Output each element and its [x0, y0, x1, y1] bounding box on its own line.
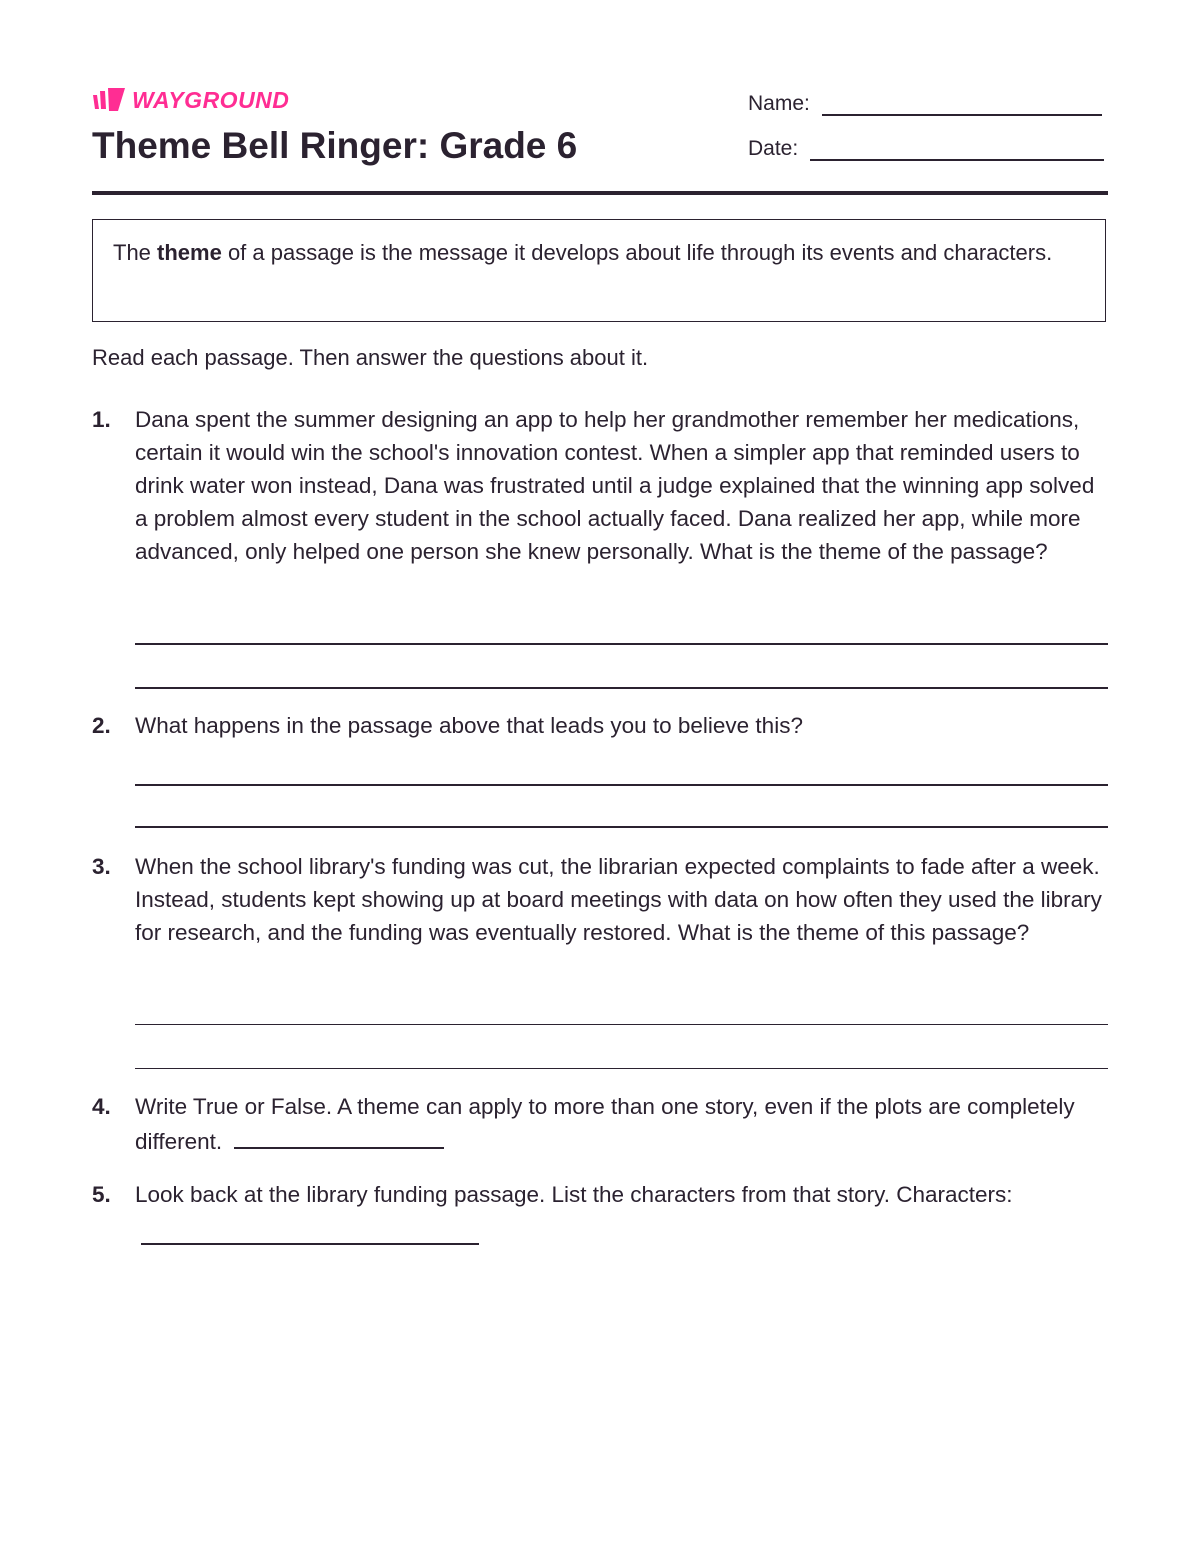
name-label: Name:: [748, 92, 810, 115]
answer-line-1a[interactable]: [135, 643, 1108, 645]
question-text: Write True or False. A theme can apply to more than one story, even if the plots are completely different.: [135, 1094, 1075, 1154]
answer-line-2a[interactable]: [135, 784, 1108, 786]
true-false-answer-line[interactable]: [234, 1123, 444, 1149]
instructions: Read each passage. Then answer the questions about it.: [92, 345, 649, 370]
header-divider: [92, 191, 1108, 195]
brand-logo: [92, 86, 289, 114]
brand-name: WAYGROUND: [132, 86, 290, 113]
date-field: [748, 133, 1104, 161]
question-text: Look back at the library funding passage. List the characters from that story. Characters:: [135, 1182, 1013, 1207]
characters-answer-line[interactable]: [141, 1243, 479, 1245]
date-input-line[interactable]: [810, 133, 1104, 161]
definition-prefix: The: [113, 240, 158, 265]
date-label: Date:: [748, 137, 799, 160]
worksheet-page: [92, 0, 1108, 1552]
answer-line-3a[interactable]: [135, 1024, 1108, 1025]
answer-line-1b[interactable]: [135, 687, 1108, 689]
question-number: 2.: [92, 713, 111, 738]
question-text-wrap: [135, 1090, 1108, 1158]
definition-text: of a passage is the message it develops about life through its events and characters.: [221, 240, 1053, 265]
answer-line-3b[interactable]: [135, 1068, 1108, 1069]
question-number: 1.: [92, 407, 111, 432]
wayground-logo-icon: [92, 87, 126, 113]
theme-definition-box: [92, 219, 1106, 322]
question-text: Dana spent the summer designing an app to help her grandmother remember her medications, certain it would win the school's innovation contest. When a simpler app that reminded users to drink water won instead, Dana was frustrated until a judge explained that the winning app solved a problem almost every student in the school actually faced. Dana realized her app, while more advanced, only helped one person she knew personally. What is the theme of the passage?: [135, 407, 1095, 564]
question-number: 3.: [92, 854, 111, 879]
definition-term: theme: [157, 240, 222, 265]
page-title: Theme Bell Ringer: Grade 6: [92, 125, 578, 166]
name-field: [748, 88, 1102, 116]
question-text: When the school library's funding was cut, the librarian expected complaints to fade after a week. Instead, students kept showing up at board meetings with data on how often they used the library for research, and the funding was eventually restored. What is the theme of this passage?: [135, 854, 1102, 945]
name-input-line[interactable]: [822, 88, 1102, 116]
question-number: 4.: [92, 1094, 111, 1119]
question-number: 5.: [92, 1182, 111, 1207]
answer-line-2b[interactable]: [135, 826, 1108, 828]
question-text: What happens in the passage above that leads you to believe this?: [135, 713, 803, 738]
